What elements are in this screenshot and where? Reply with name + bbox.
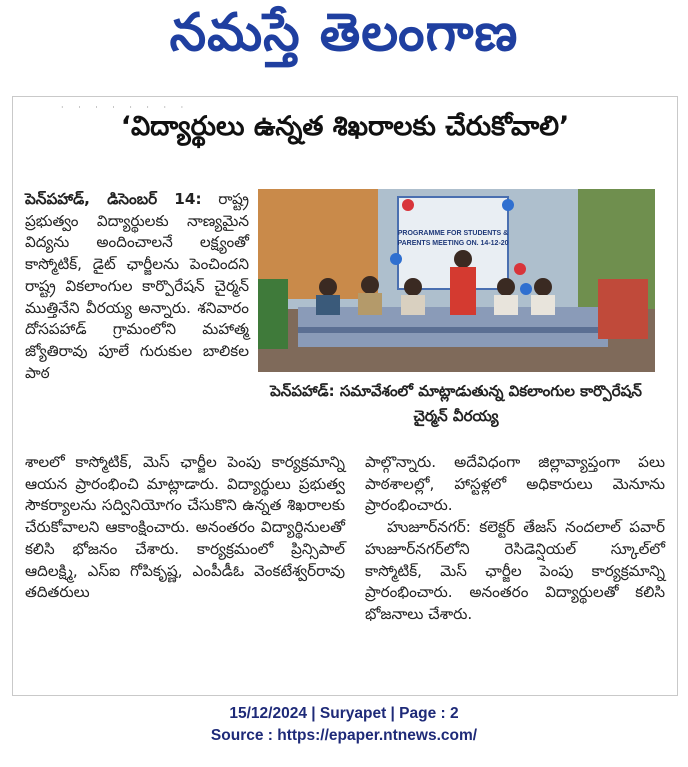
footer-source-link[interactable]: Source : https://epaper.ntnews.com/ <box>210 727 478 744</box>
newspaper-masthead <box>0 0 688 82</box>
article-paragraph: హుజూర్‌నగర్‌: కలెక్టర్‌ తేజస్‌ నందలాల్‌ పవార్‌ హుజూర్‌నగర్‌లోని రెసిడెన్షియల్‌ స్కూల్‌లో కాస్మోటిక్‌, మెస్‌ ఛార్జీల పెంపు కార్యక్రమాన్ని ప్రారంభించారు. అనంతరం విద్యార్థులతో కలిసి భోజనాలు చేశారు. <box>365 518 665 623</box>
article-dateline: పెన్‌పహాడ్‌, డిసెంబర్‌ 14: <box>25 190 202 208</box>
banner-text-2: PARENTS MEETING ON. 14-12-20 <box>397 240 509 247</box>
photo-caption: పెన్‌పహాడ్‌: సమావేశంలో మాట్లాడుతున్న వికలాంగుల కార్పొరేషన్‌ చైర్మన్‌ వీరయ్య <box>270 382 642 425</box>
article-paragraph <box>25 189 249 384</box>
masthead-title: నమస్తే తెలంగాణ <box>169 2 519 63</box>
article-paragraph: పాల్గొన్నారు. అదేవిధంగా జిల్లావ్యాప్తంగా పలు పాఠశాలల్లో, హాస్టళ్లలో అధికారులు మెనూను ప్రారంభించారు. <box>365 453 665 515</box>
top-dots-decoration: · · · · · · · · <box>61 103 190 112</box>
banner-text-1: PROGRAMME FOR STUDENTS & <box>397 230 509 237</box>
article-clipping <box>12 96 678 696</box>
event-photo-illustration <box>258 189 655 372</box>
article-column-1-bottom <box>25 452 345 604</box>
article-text: రాష్ట్ర ప్రభుత్వం విద్యార్థులకు నాణ్యమైన విద్యను అందించాలనే లక్ష్యంతో కాస్మోటిక్‌, డైట్‌ ఛార్జీలను పెంచిందని రాష్ట్ర వికలాంగుల కార్పొరేషన్‌ చైర్మన్‌ ముత్తినేని వీరయ్య అన్నారు. శనివారం దోసపహాడ్‌ గ్రామంలోని మహాత్మ జ్యోతిరావు పూలే గురుకుల బాలికల పాఠ <box>25 190 249 382</box>
footer-date-edition: 15/12/2024 | Suryapet | Page : 2 <box>229 705 459 722</box>
page-footer <box>0 703 688 747</box>
article-paragraph: శాలలో కాస్మోటిక్‌, మెస్‌ ఛార్జీల పెంపు కార్యక్రమాన్ని ఆయన ప్రారంభించి మాట్లాడారు. విద్యార్థులు ప్రభుత్వ సౌకర్యాలను సద్వినియోగం చేసుకొని ఉన్నత శిఖరాలకు చేరుకోవాలని ఆకాంక్షించారు. అనంతరం విద్యార్థినులతో కలిసి భోజనం చేశారు. కార్యక్రమంలో ప్రిన్సిపాల్‌ ఆదిలక్ష్మి, ఎస్‌ఐ గోపికృష్ణ, ఎంపీడీఓ వెంకటేశ్వర్‌రావు తదితరులు <box>25 453 345 602</box>
event-photo <box>258 189 655 372</box>
article-column-1-top <box>25 189 249 384</box>
article-headline: ‘విద్యార్థులు ఉన్నత శిఖరాలకు చేరుకోవాలి’ <box>120 111 570 142</box>
article-column-2 <box>365 452 665 626</box>
